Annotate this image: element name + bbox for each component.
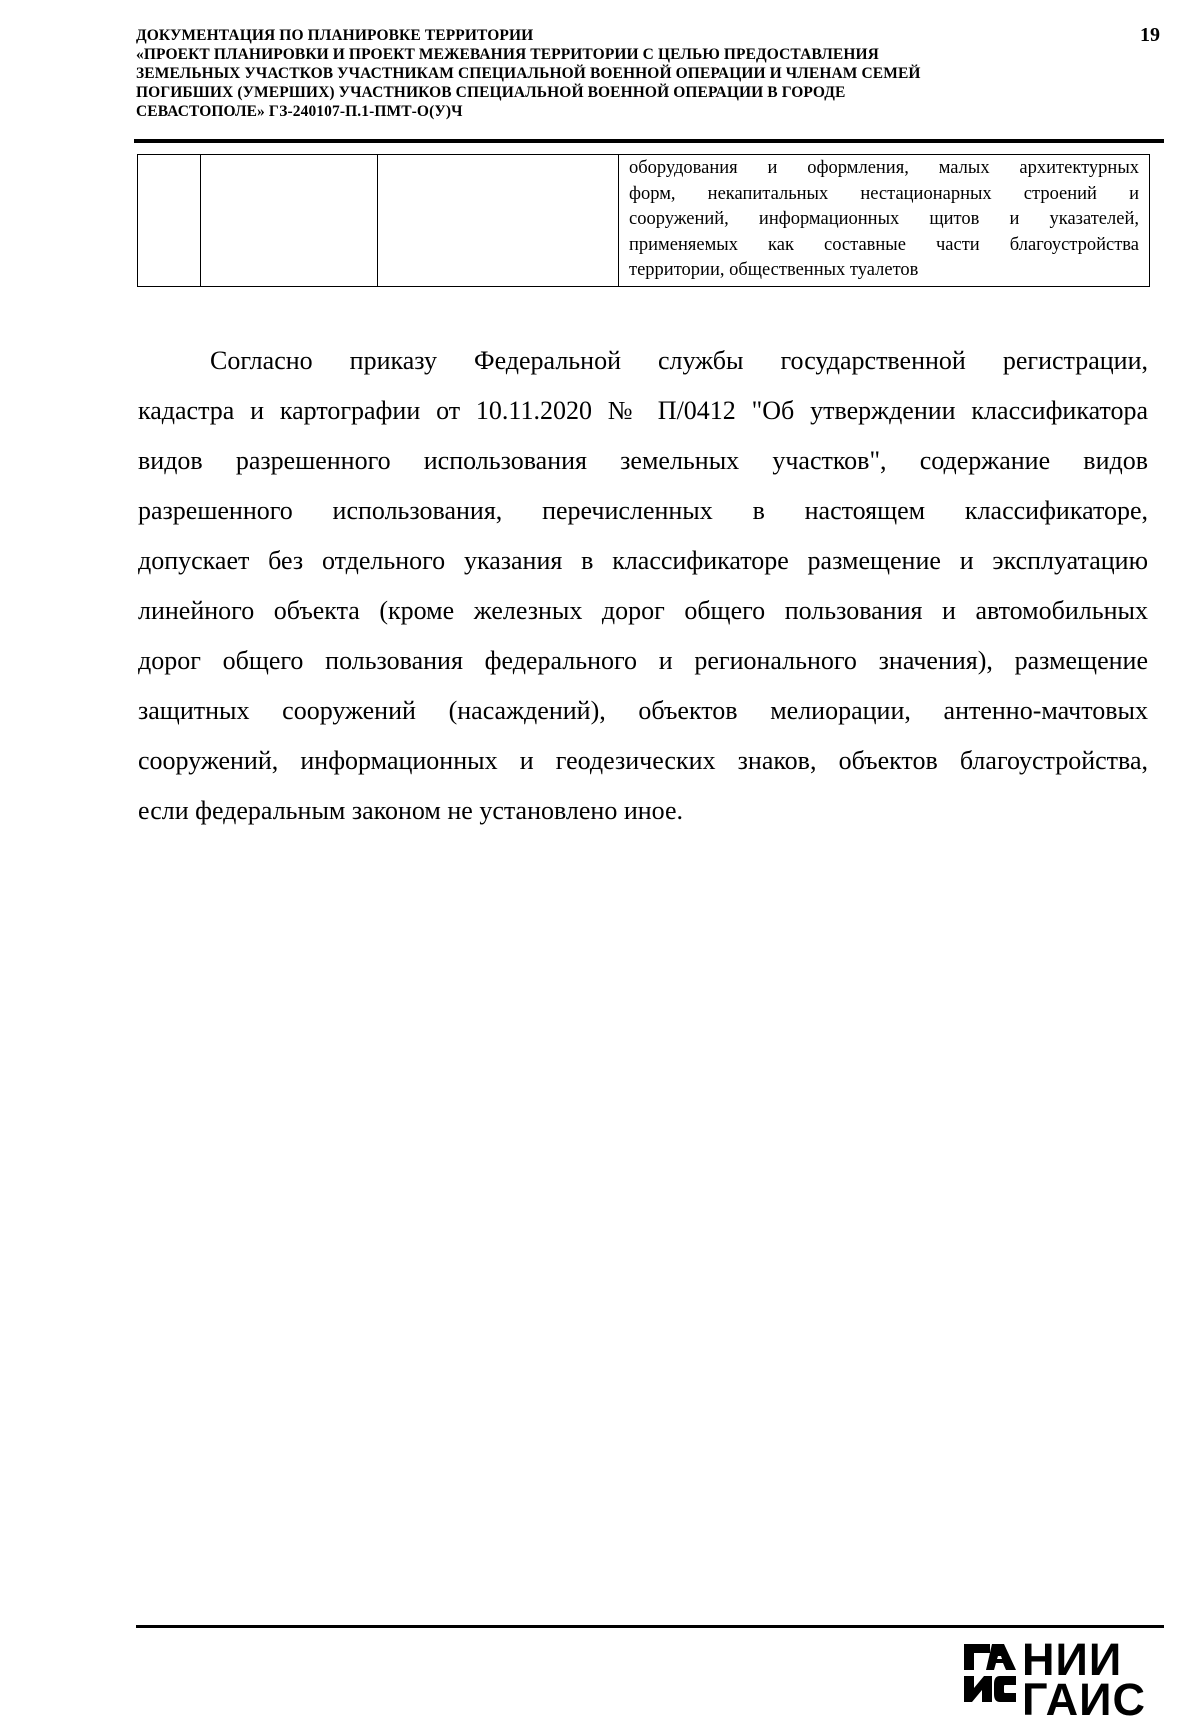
- paragraph-line: разрешенного использования, перечисленных в настоящем классификаторе,: [138, 496, 1148, 525]
- logo-wordmark-line: ГАИС: [1022, 1674, 1147, 1719]
- table-row: [138, 155, 1150, 287]
- cell-text-line: сооружений, информационных щитов и указателей,: [629, 209, 1139, 229]
- table-cell-name: [378, 155, 619, 287]
- table-cell-code: [201, 155, 378, 287]
- header-title-line: «ПРОЕКТ ПЛАНИРОВКИ И ПРОЕКТ МЕЖЕВАНИЯ ТЕРРИТОРИИ С ЦЕЛЬЮ ПРЕДОСТАВЛЕНИЯ: [136, 46, 879, 63]
- table-cell-description: [619, 155, 1150, 287]
- logo-mark-icon: [962, 1640, 1018, 1719]
- paragraph-line: кадастра и картографии от 10.11.2020 № П/0412 "Об утверждении классификатора: [138, 396, 1148, 425]
- table-cell-number: [138, 155, 201, 287]
- cell-text-line: форм, некапитальных нестационарных строений и: [629, 183, 1139, 204]
- header-title-line: СЕВАСТОПОЛЕ» ГЗ-240107-П.1-ПМТ-О(У)Ч: [136, 103, 463, 120]
- body-paragraph: [138, 336, 1148, 836]
- header-title-line: ДОКУМЕНТАЦИЯ ПО ПЛАНИРОВКЕ ТЕРРИТОРИИ: [136, 27, 534, 44]
- logo-wordmark: [1022, 1640, 1146, 1719]
- paragraph-line: линейного объекта (кроме железных дорог общего пользования и автомобильных: [138, 596, 1148, 625]
- nii-gais-logo: [962, 1640, 1162, 1719]
- paragraph-line: допускает без отдельного указания в классификаторе размещение и эксплуатацию: [138, 546, 1148, 575]
- page-number: 19: [1140, 24, 1160, 46]
- cell-text-line: применяемых как составные части благоустройства: [629, 234, 1139, 255]
- cell-description-text: [619, 155, 1149, 286]
- paragraph-line: сооружений, информационных и геодезических знаков, объектов благоустройства,: [138, 746, 1148, 775]
- header-divider: [134, 139, 1164, 143]
- continuation-table: [137, 154, 1150, 287]
- paragraph-line: видов разрешенного использования земельных участков", содержание видов: [138, 446, 1148, 475]
- header-title-line: ПОГИБШИХ (УМЕРШИХ) УЧАСТНИКОВ СПЕЦИАЛЬНОЙ ВОЕННОЙ ОПЕРАЦИИ В ГОРОДЕ: [136, 84, 846, 101]
- header-title-line: ЗЕМЕЛЬНЫХ УЧАСТКОВ УЧАСТНИКАМ СПЕЦИАЛЬНОЙ ВОЕННОЙ ОПЕРАЦИИ И ЧЛЕНАМ СЕМЕЙ: [136, 65, 921, 82]
- logo-wordmark-line: НИИ: [1022, 1640, 1123, 1685]
- paragraph-line: защитных сооружений (насаждений), объектов мелиорации, антенно-мачтовых: [138, 696, 1148, 725]
- paragraph-line: дорог общего пользования федерального и регионального значения), размещение: [138, 646, 1148, 675]
- paragraph-line: Согласно приказу Федеральной службы государственной регистрации,: [210, 346, 1148, 375]
- document-header: [136, 26, 1096, 121]
- paragraph-line: если федеральным законом не установлено иное.: [138, 796, 684, 825]
- cell-text-line: территории, общественных туалетов: [629, 260, 919, 280]
- cell-text-line: оборудования и оформления, малых архитектурных: [629, 158, 1139, 178]
- footer-divider: [136, 1625, 1164, 1628]
